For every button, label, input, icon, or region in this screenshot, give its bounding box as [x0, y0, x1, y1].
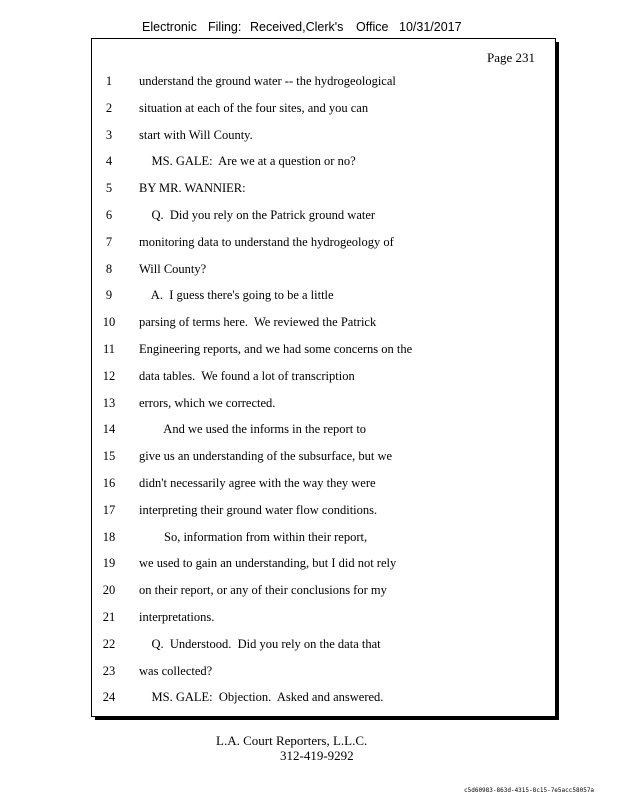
line-number: 9 — [105, 288, 113, 303]
line-text: monitoring data to understand the hydrogeology of — [139, 234, 394, 249]
transcript-line — [0, 228, 618, 255]
transcript-line — [0, 576, 618, 603]
line-number: 3 — [105, 127, 113, 142]
line-number: 17 — [102, 502, 116, 517]
transcript-line — [0, 308, 618, 335]
line-text: on their report, or any of their conclusions for my — [139, 583, 387, 598]
line-text: data tables. We found a lot of transcription — [139, 368, 355, 383]
line-number: 1 — [105, 74, 113, 88]
footer-phone: 312-419-9292 — [280, 748, 354, 763]
line-number: 16 — [102, 475, 116, 490]
line-text: understand the ground water -- the hydrogeological — [139, 74, 396, 88]
line-number: 15 — [102, 449, 116, 464]
page-number: Page 231 — [487, 50, 536, 65]
line-number: 12 — [102, 368, 116, 383]
line-text: start with Will County. — [139, 127, 253, 142]
transcript-line — [0, 389, 618, 416]
line-number: 19 — [102, 556, 116, 571]
line-text: errors, which we corrected. — [139, 395, 276, 410]
transcript-line — [0, 362, 618, 389]
transcript-line — [0, 281, 618, 308]
header-date: 10/31/2017 — [399, 20, 462, 34]
line-text: we used to gain an understanding, but I did not rely — [139, 556, 397, 571]
transcript-line — [0, 255, 618, 282]
transcript-line — [0, 523, 618, 550]
line-text: Engineering reports, and we had some concerns on the — [139, 341, 413, 356]
transcript-line — [0, 94, 618, 121]
transcript-line — [0, 335, 618, 362]
line-number: 10 — [102, 315, 116, 330]
transcript-line — [0, 174, 618, 201]
line-text: MS. GALE: Objection. Asked and answered. — [139, 690, 384, 705]
transcript-line — [0, 121, 618, 148]
line-number: 4 — [105, 154, 113, 169]
transcript-line — [0, 442, 618, 469]
document-id: c5d60983-863d-4315-8c15-7e5acc58057a — [464, 787, 595, 794]
header-received-clerks: Received,Clerk's — [250, 20, 344, 34]
header-electronic: Electronic — [142, 20, 197, 34]
transcript-line — [0, 657, 618, 684]
line-number: 22 — [102, 636, 116, 651]
line-number: 24 — [102, 690, 116, 705]
line-text: give us an understanding of the subsurface, but we — [139, 449, 393, 464]
transcript-line — [0, 415, 618, 442]
transcript-line — [0, 469, 618, 496]
transcript-line — [0, 630, 618, 657]
frame-shadow-bottom — [95, 717, 559, 720]
line-number: 11 — [102, 341, 116, 356]
transcript-line — [0, 603, 618, 630]
line-number: 14 — [102, 422, 116, 437]
line-text: MS. GALE: Are we at a question or no? — [139, 154, 356, 169]
line-text: Q. Did you rely on the Patrick ground water — [139, 207, 376, 222]
transcript-line — [0, 201, 618, 228]
line-text: A. I guess there's going to be a little — [139, 288, 334, 303]
line-text: didn't necessarily agree with the way they were — [139, 475, 376, 490]
line-text: situation at each of the four sites, and you can — [139, 100, 369, 115]
line-text: was collected? — [139, 663, 213, 678]
line-number: 7 — [105, 234, 113, 249]
line-number: 18 — [102, 529, 116, 544]
transcript-lines — [0, 67, 618, 710]
line-text: And we used the informs in the report to — [139, 422, 367, 437]
transcript-line — [0, 67, 618, 94]
line-number: 13 — [102, 395, 116, 410]
line-number: 6 — [105, 207, 113, 222]
footer-company: L.A. Court Reporters, L.L.C. — [216, 733, 368, 748]
line-number: 8 — [105, 261, 113, 276]
line-number: 2 — [105, 100, 113, 115]
header-office: Office — [356, 20, 389, 34]
line-number: 20 — [102, 583, 116, 598]
line-text: Will County? — [139, 261, 207, 276]
line-text: parsing of terms here. We reviewed the Patrick — [139, 315, 377, 330]
line-text: interpretations. — [139, 609, 215, 624]
line-text: So, information from within their report, — [139, 529, 368, 544]
line-number: 23 — [102, 663, 116, 678]
transcript-line — [0, 683, 618, 710]
header-filing: Filing: — [208, 20, 242, 34]
transcript-line — [0, 549, 618, 576]
line-number: 5 — [105, 181, 113, 196]
line-text: BY MR. WANNIER: — [139, 181, 246, 196]
line-number: 21 — [102, 609, 116, 624]
transcript-line — [0, 147, 618, 174]
line-text: interpreting their ground water flow conditions. — [139, 502, 378, 517]
line-text: Q. Understood. Did you rely on the data that — [139, 636, 381, 651]
transcript-line — [0, 496, 618, 523]
